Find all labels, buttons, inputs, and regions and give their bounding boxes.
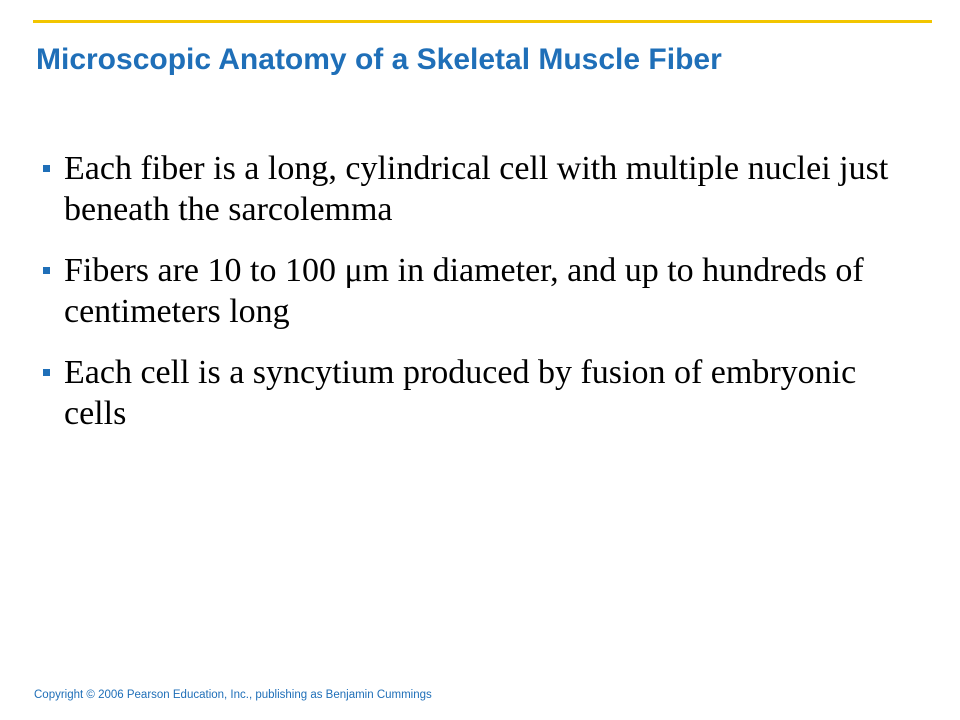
square-bullet-icon: [43, 369, 50, 376]
square-bullet-icon: [43, 267, 50, 274]
bullet-item: [40, 352, 900, 434]
slide-title: Microscopic Anatomy of a Skeletal Muscle Fiber: [36, 43, 722, 76]
square-bullet-icon: [43, 165, 50, 172]
bullet-item: [40, 250, 900, 332]
top-accent-rule: [33, 20, 932, 23]
bullet-list: [40, 148, 900, 454]
bullet-item: [40, 148, 900, 230]
bullet-text: Each cell is a syncytium produced by fusion of embryonic cells: [64, 354, 857, 432]
bullet-text: Each fiber is a long, cylindrical cell with multiple nuclei just beneath the sarcolemma: [64, 150, 889, 228]
copyright-footer: Copyright © 2006 Pearson Education, Inc., publishing as Benjamin Cummings: [34, 689, 432, 701]
bullet-text: Fibers are 10 to 100 μm in diameter, and up to hundreds of centimeters long: [64, 252, 864, 330]
